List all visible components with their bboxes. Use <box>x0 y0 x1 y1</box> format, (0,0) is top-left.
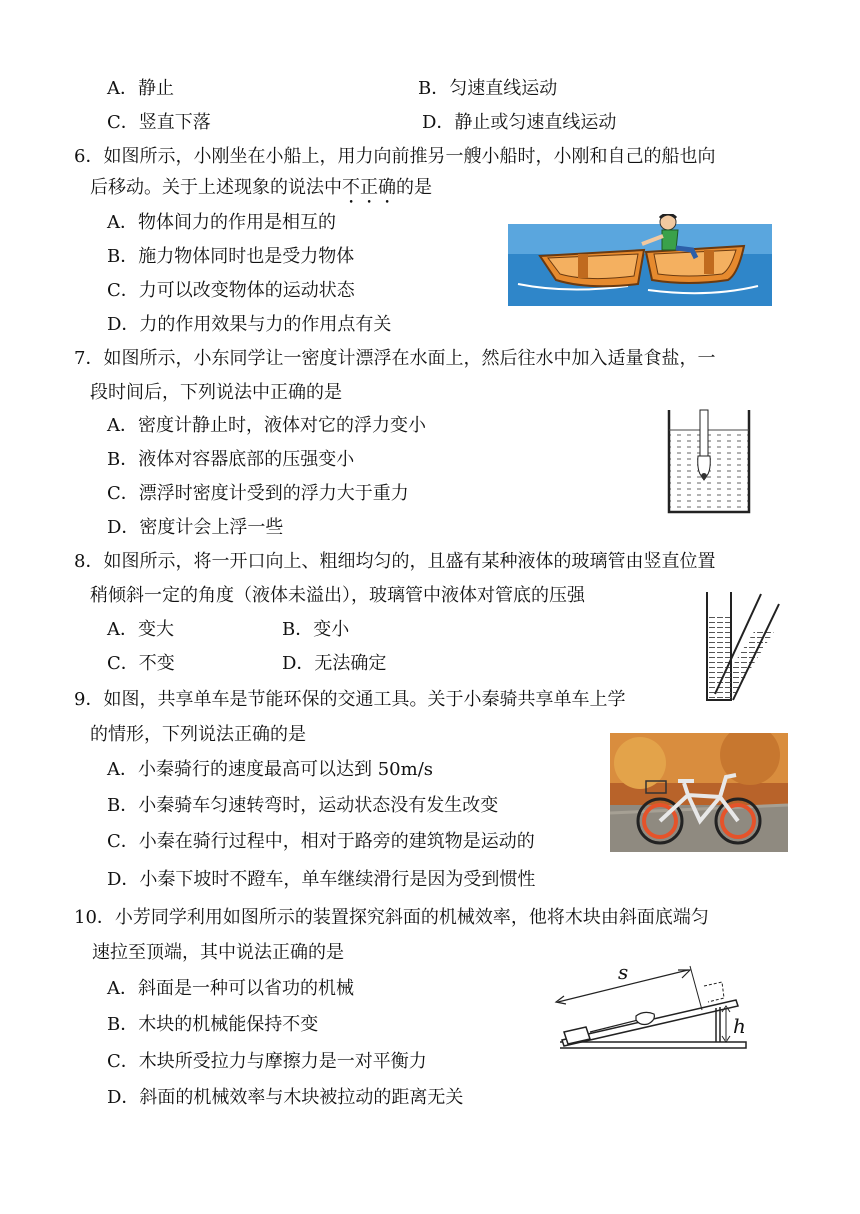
incline-label-s: s <box>618 960 629 984</box>
glass-tube-figure <box>701 590 781 704</box>
q6-option-d: D．力的作用效果与力的作用点有关 <box>107 314 392 335</box>
prev-option-a: A．静止 <box>107 78 174 99</box>
hydrometer-figure <box>666 408 752 514</box>
prev-option-c: C．竖直下落 <box>107 112 211 133</box>
q10-option-b: B．木块的机械能保持不变 <box>107 1014 319 1035</box>
q7-option-c: C．漂浮时密度计受到的浮力大于重力 <box>107 483 409 504</box>
q10-stem-line1: 10．小芳同学利用如图所示的装置探究斜面的机械效率，他将木块由斜面底端匀 <box>74 907 709 928</box>
q9-stem-line1: 9．如图，共享单车是节能环保的交通工具。关于小秦骑共享单车上学 <box>74 689 626 710</box>
q8-stem-line2: 稍倾斜一定的角度（液体未溢出），玻璃管中液体对管底的压强 <box>90 585 585 606</box>
q6-option-c: C．力可以改变物体的运动状态 <box>107 280 355 301</box>
q10-option-a: A．斜面是一种可以省功的机械 <box>107 978 354 999</box>
q6-option-b: B．施力物体同时也是受力物体 <box>107 246 355 267</box>
q9-option-d: D．小秦下坡时不蹬车，单车继续滑行是因为受到惯性 <box>107 869 536 890</box>
incline-figure <box>552 960 750 1052</box>
q6-emphasis: 不正确 <box>342 177 396 198</box>
q7-option-d: D．密度计会上浮一些 <box>107 517 284 538</box>
q10-option-c: C．木块所受拉力与摩擦力是一对平衡力 <box>107 1051 427 1072</box>
q10-option-d: D．斜面的机械效率与木块被拉动的距离无关 <box>107 1087 464 1108</box>
q6-option-a: A．物体间力的作用是相互的 <box>107 212 336 233</box>
q8-option-a: A．变大 <box>107 619 174 640</box>
q7-stem-line1: 7．如图所示，小东同学让一密度计漂浮在水面上，然后往水中加入适量食盐，一 <box>74 348 716 369</box>
q10-stem-line2: 速拉至顶端，其中说法正确的是 <box>92 942 344 963</box>
q9-stem-line2: 的情形，下列说法正确的是 <box>90 724 306 745</box>
boats-figure <box>508 214 772 306</box>
q6-stem-line1: 6．如图所示，小刚坐在小船上，用力向前推另一艘小船时，小刚和自己的船也向 <box>74 146 716 167</box>
q6-stem-line2: 后移动。关于上述现象的说法中不正确的是 <box>90 177 432 198</box>
q8-option-c: C．不变 <box>107 653 175 674</box>
q9-option-b: B．小秦骑车匀速转弯时，运动状态没有发生改变 <box>107 795 499 816</box>
q8-option-b: B．变小 <box>282 619 350 640</box>
q8-option-d: D．无法确定 <box>282 653 387 674</box>
incline-label-h: h <box>733 1014 746 1038</box>
q7-option-b: B．液体对容器底部的压强变小 <box>107 449 355 470</box>
q7-stem-line2: 段时间后，下列说法中正确的是 <box>90 382 342 403</box>
prev-option-b: B．匀速直线运动 <box>418 78 558 99</box>
shared-bike-photo <box>610 733 788 852</box>
prev-option-d: D．静止或匀速直线运动 <box>422 112 617 133</box>
q9-option-a: A．小秦骑行的速度最高可以达到 50m/s <box>107 759 433 780</box>
q8-stem-line1: 8．如图所示，将一开口向上、粗细均匀的，且盛有某种液体的玻璃管由竖直位置 <box>74 551 716 572</box>
q7-option-a: A．密度计静止时，液体对它的浮力变小 <box>107 415 426 436</box>
q9-option-c: C．小秦在骑行过程中，相对于路旁的建筑物是运动的 <box>107 831 535 852</box>
